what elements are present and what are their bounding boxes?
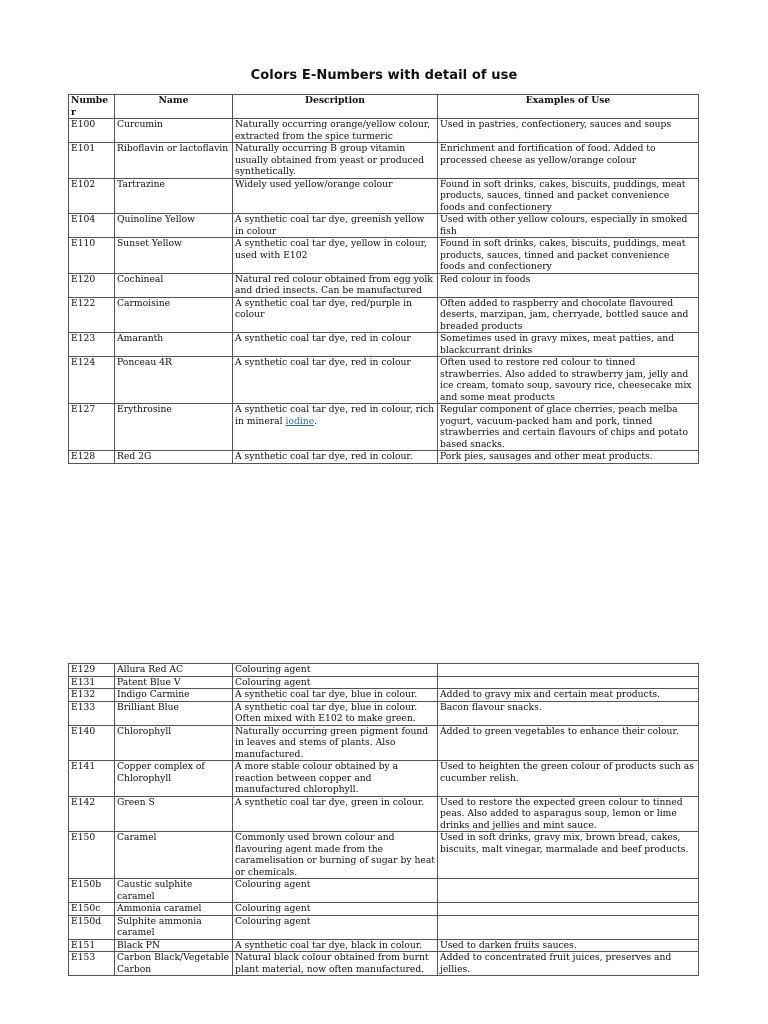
cell-name: Cochineal [115,273,233,297]
table-row [69,119,699,143]
cell-description: A synthetic coal tar dye, red in colour. [233,451,438,464]
cell-description: Natural red colour obtained from egg yolk and dried insects. Can be manufactured [233,273,438,297]
header-description: Description [233,95,438,119]
cell-name: Chlorophyll [115,725,233,761]
description-suffix: . [314,415,318,427]
table-row [69,214,699,238]
cell-number: E128 [69,451,115,464]
table-row [69,796,699,832]
table-row [69,701,699,725]
cell-description: Colouring agent [233,676,438,689]
cell-name: Ponceau 4R [115,357,233,404]
cell-description: A synthetic coal tar dye, red/purple in colour [233,297,438,333]
cell-number: E102 [69,178,115,214]
cell-examples [438,903,699,916]
description-text: A synthetic coal tar dye, red in colour, rich in mineral [235,404,435,427]
cell-description: Colouring agent [233,664,438,677]
cell-number: E140 [69,725,115,761]
table-row [69,952,699,976]
table-row [69,664,699,677]
cell-examples: Used in soft drinks, gravy mix, brown bread, cakes, biscuits, malt vinegar, marmalade and beef products. [438,832,699,879]
cell-name: Black PN [115,939,233,952]
cell-number: E142 [69,796,115,832]
cell-name: Carbon Black/Vegetable Carbon [115,952,233,976]
table-row [69,404,699,451]
cell-description: A synthetic coal tar dye, blue in colour. [233,689,438,702]
cell-number: E141 [69,761,115,797]
cell-number: E110 [69,238,115,274]
cell-number: E150c [69,903,115,916]
cell-examples: Used in pastries, confectionery, sauces and soups [438,119,699,143]
header-name: Name [115,95,233,119]
table-row [69,689,699,702]
cell-description: Colouring agent [233,879,438,903]
cell-description: Natural black colour obtained from burnt plant material, now often manufactured. [233,952,438,976]
cell-examples: Used to darken fruits sauces. [438,939,699,952]
cell-name: Erythrosine [115,404,233,451]
table-row [69,761,699,797]
cell-examples: Pork pies, sausages and other meat products. [438,451,699,464]
cell-name: Brilliant Blue [115,701,233,725]
cell-examples: Bacon flavour snacks. [438,701,699,725]
cell-description: A synthetic coal tar dye, red in colour [233,357,438,404]
cell-examples: Used to restore the expected green colour to tinned peas. Also added to asparagus soup, lemon or lime drinks and jellies and mint sauce. [438,796,699,832]
cell-examples: Used with other yellow colours, especially in smoked fish [438,214,699,238]
table-header-row [69,95,699,119]
cell-description: Colouring agent [233,915,438,939]
table-row [69,273,699,297]
cell-examples: Added to concentrated fruit juices, preserves and jellies. [438,952,699,976]
cell-number: E132 [69,689,115,702]
cell-number: E104 [69,214,115,238]
cell-name: Caustic sulphite caramel [115,879,233,903]
cell-examples: Added to gravy mix and certain meat products. [438,689,699,702]
cell-name: Ammonia caramel [115,903,233,916]
table-row [69,903,699,916]
cell-number: E129 [69,664,115,677]
document-title: Colors E-Numbers with detail of use [250,68,518,83]
table-row [69,451,699,464]
table-row [69,939,699,952]
cell-name: Sulphite ammonia caramel [115,915,233,939]
e-numbers-table-1 [68,94,699,464]
cell-number: E133 [69,701,115,725]
cell-examples: Red colour in foods [438,273,699,297]
table-row [69,333,699,357]
cell-number: E120 [69,273,115,297]
cell-name: Riboflavin or lactoflavin [115,143,233,179]
cell-name: Curcumin [115,119,233,143]
iodine-link[interactable]: iodine [285,415,315,427]
cell-name: Amaranth [115,333,233,357]
table-row [69,178,699,214]
cell-description: A synthetic coal tar dye, black in colour. [233,939,438,952]
cell-number: E150d [69,915,115,939]
cell-number: E150 [69,832,115,879]
cell-name: Green S [115,796,233,832]
cell-number: E123 [69,333,115,357]
cell-examples: Found in soft drinks, cakes, biscuits, puddings, meat products, sauces, tinned and packet convenience foods and confectionery [438,238,699,274]
cell-examples: Regular component of glace cherries, peach melba yogurt, vacuum-packed ham and pork, tinned strawberries and certain flavours of chips and potato based snacks. [438,404,699,451]
cell-name: Quinoline Yellow [115,214,233,238]
cell-examples: Often used to restore red colour to tinned strawberries. Also added to strawberry jam, jelly and ice cream, tomato soup, savoury rice, cheesecake mix and some meat products [438,357,699,404]
cell-description: A synthetic coal tar dye, red in colour [233,333,438,357]
cell-description: Commonly used brown colour and flavouring agent made from the caramelisation or burning of sugar by heat or chemicals. [233,832,438,879]
header-number: Number [69,95,115,119]
cell-number: E153 [69,952,115,976]
table-row [69,143,699,179]
cell-examples [438,879,699,903]
cell-number: E100 [69,119,115,143]
cell-examples: Enrichment and fortification of food. Added to processed cheese as yellow/orange colour [438,143,699,179]
cell-examples [438,676,699,689]
cell-number: E101 [69,143,115,179]
table-row [69,357,699,404]
cell-description: A synthetic coal tar dye, yellow in colour, used with E102 [233,238,438,274]
cell-number: E150b [69,879,115,903]
cell-name: Red 2G [115,451,233,464]
cell-description: A synthetic coal tar dye, greenish yellow in colour [233,214,438,238]
cell-description: A more stable colour obtained by a reaction between copper and manufactured chlorophyll. [233,761,438,797]
cell-examples: Added to green vegetables to enhance their colour. [438,725,699,761]
cell-name: Indigo Carmine [115,689,233,702]
cell-name: Sunset Yellow [115,238,233,274]
table-row [69,915,699,939]
cell-examples [438,664,699,677]
cell-name: Tartrazine [115,178,233,214]
cell-description: Naturally occurring green pigment found in leaves and stems of plants. Also manufactured. [233,725,438,761]
cell-name: Caramel [115,832,233,879]
cell-number: E124 [69,357,115,404]
table-row [69,832,699,879]
header-examples: Examples of Use [438,95,699,119]
table-row [69,297,699,333]
cell-name: Allura Red AC [115,664,233,677]
cell-description: A synthetic coal tar dye, green in colour. [233,796,438,832]
cell-name: Patent Blue V [115,676,233,689]
e-numbers-table-2 [68,663,699,976]
table-row [69,676,699,689]
cell-name: Carmoisine [115,297,233,333]
cell-examples [438,915,699,939]
cell-number: E127 [69,404,115,451]
cell-description: Colouring agent [233,903,438,916]
cell-description: Widely used yellow/orange colour [233,178,438,214]
cell-number: E122 [69,297,115,333]
cell-examples: Found in soft drinks, cakes, biscuits, puddings, meat products, sauces, tinned and packet convenience foods and confectionery [438,178,699,214]
cell-number: E151 [69,939,115,952]
table-row [69,879,699,903]
cell-number: E131 [69,676,115,689]
cell-description: Naturally occurring B group vitamin usually obtained from yeast or produced synthetically. [233,143,438,179]
cell-description: Naturally occurring orange/yellow colour, extracted from the spice turmeric [233,119,438,143]
cell-examples: Used to heighten the green colour of products such as cucumber relish. [438,761,699,797]
cell-name: Copper complex of Chlorophyll [115,761,233,797]
cell-examples: Sometimes used in gravy mixes, meat patties, and blackcurrant drinks [438,333,699,357]
table-row [69,725,699,761]
cell-description [233,404,438,451]
cell-description: A synthetic coal tar dye, blue in colour. Often mixed with E102 to make green. [233,701,438,725]
cell-examples: Often added to raspberry and chocolate flavoured deserts, marzipan, jam, cherryade, bottled sauce and breaded products [438,297,699,333]
table-row [69,238,699,274]
